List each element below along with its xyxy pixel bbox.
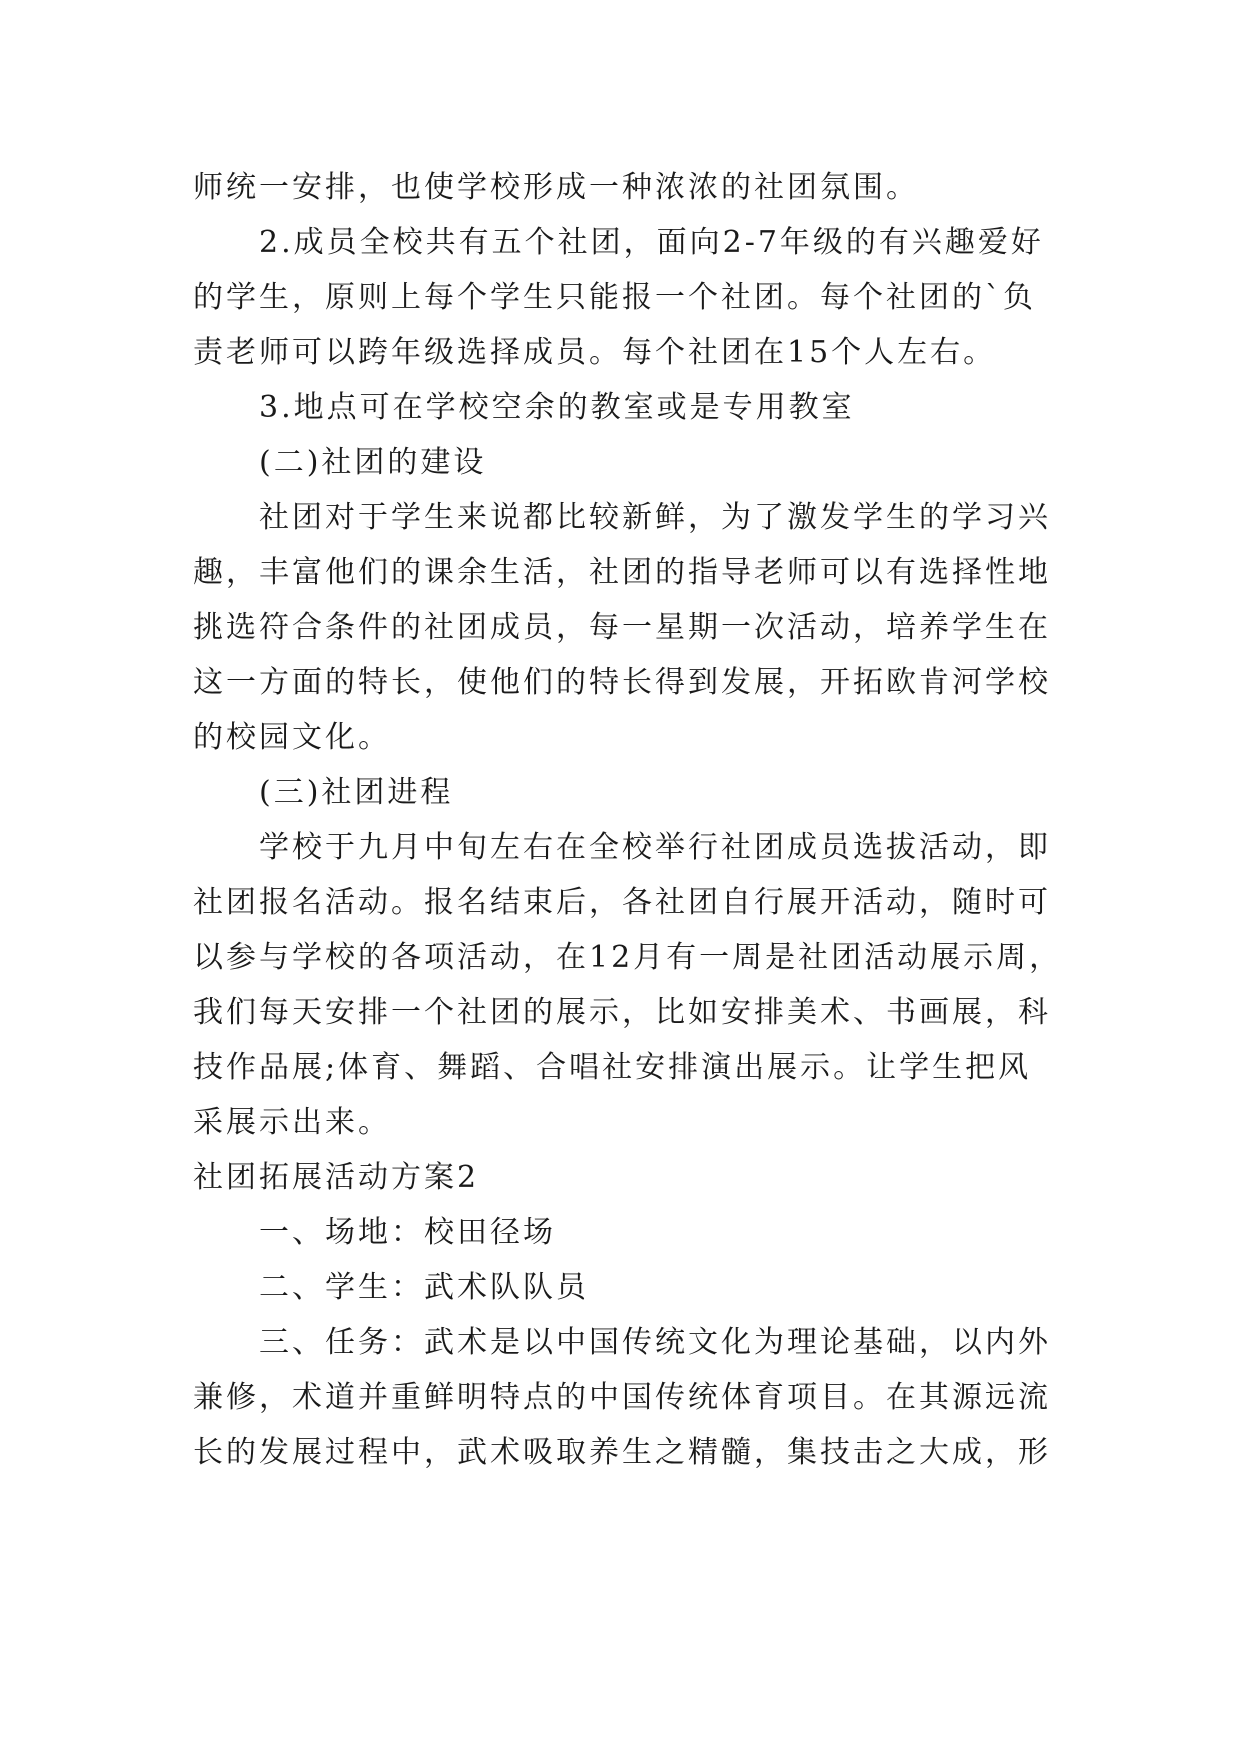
text-line: 责老师可以跨年级选择成员。每个社团在15个人左右。 bbox=[193, 335, 997, 370]
text-line: 3.地点可在学校空余的教室或是专用教室 bbox=[259, 390, 855, 425]
text-line: 兼修，术道并重鲜明特点的中国传统体育项目。在其源远流 bbox=[193, 1380, 1051, 1415]
text-line: 学校于九月中旬左右在全校举行社团成员选拔活动，即 bbox=[259, 830, 1051, 865]
text-line: 这一方面的特长，使他们的特长得到发展，开拓欧肯河学校 bbox=[193, 665, 1051, 700]
text-line: 挑选符合条件的社团成员，每一星期一次活动，培养学生在 bbox=[193, 610, 1051, 645]
text-line: 2.成员全校共有五个社团，面向2-7年级的有兴趣爱好 bbox=[259, 225, 1044, 260]
text-line: 趣，丰富他们的课余生活，社团的指导老师可以有选择性地 bbox=[193, 555, 1051, 590]
text-line: 三、任务：武术是以中国传统文化为理论基础，以内外 bbox=[259, 1325, 1051, 1360]
text-line: 二、学生：武术队队员 bbox=[259, 1270, 589, 1305]
text-line: 以参与学校的各项活动，在12月有一周是社团活动展示周， bbox=[193, 940, 1063, 975]
text-line: 社团报名活动。报名结束后，各社团自行展开活动，随时可 bbox=[193, 885, 1051, 920]
document-body bbox=[193, 160, 1063, 1480]
text-line: (三)社团进程 bbox=[259, 775, 454, 810]
text-line: 师统一安排，也使学校形成一种浓浓的社团氛围。 bbox=[193, 170, 919, 205]
text-line: 社团拓展活动方案2 bbox=[193, 1160, 480, 1195]
text-line: 的校园文化。 bbox=[193, 720, 391, 755]
text-line: 一、场地：校田径场 bbox=[259, 1215, 556, 1250]
text-line: 我们每天安排一个社团的展示，比如安排美术、书画展，科 bbox=[193, 995, 1051, 1030]
text-line: 社团对于学生来说都比较新鲜，为了激发学生的学习兴 bbox=[259, 500, 1051, 535]
text-line: 技作品展;体育、舞蹈、合唱社安排演出展示。让学生把风 bbox=[193, 1050, 1032, 1085]
text-line: (二)社团的建设 bbox=[259, 445, 487, 480]
text-line: 长的发展过程中，武术吸取养生之精髓，集技击之大成，形 bbox=[193, 1435, 1051, 1470]
text-line: 的学生，原则上每个学生只能报一个社团。每个社团的`负 bbox=[193, 280, 1036, 315]
text-line: 采展示出来。 bbox=[193, 1105, 391, 1140]
